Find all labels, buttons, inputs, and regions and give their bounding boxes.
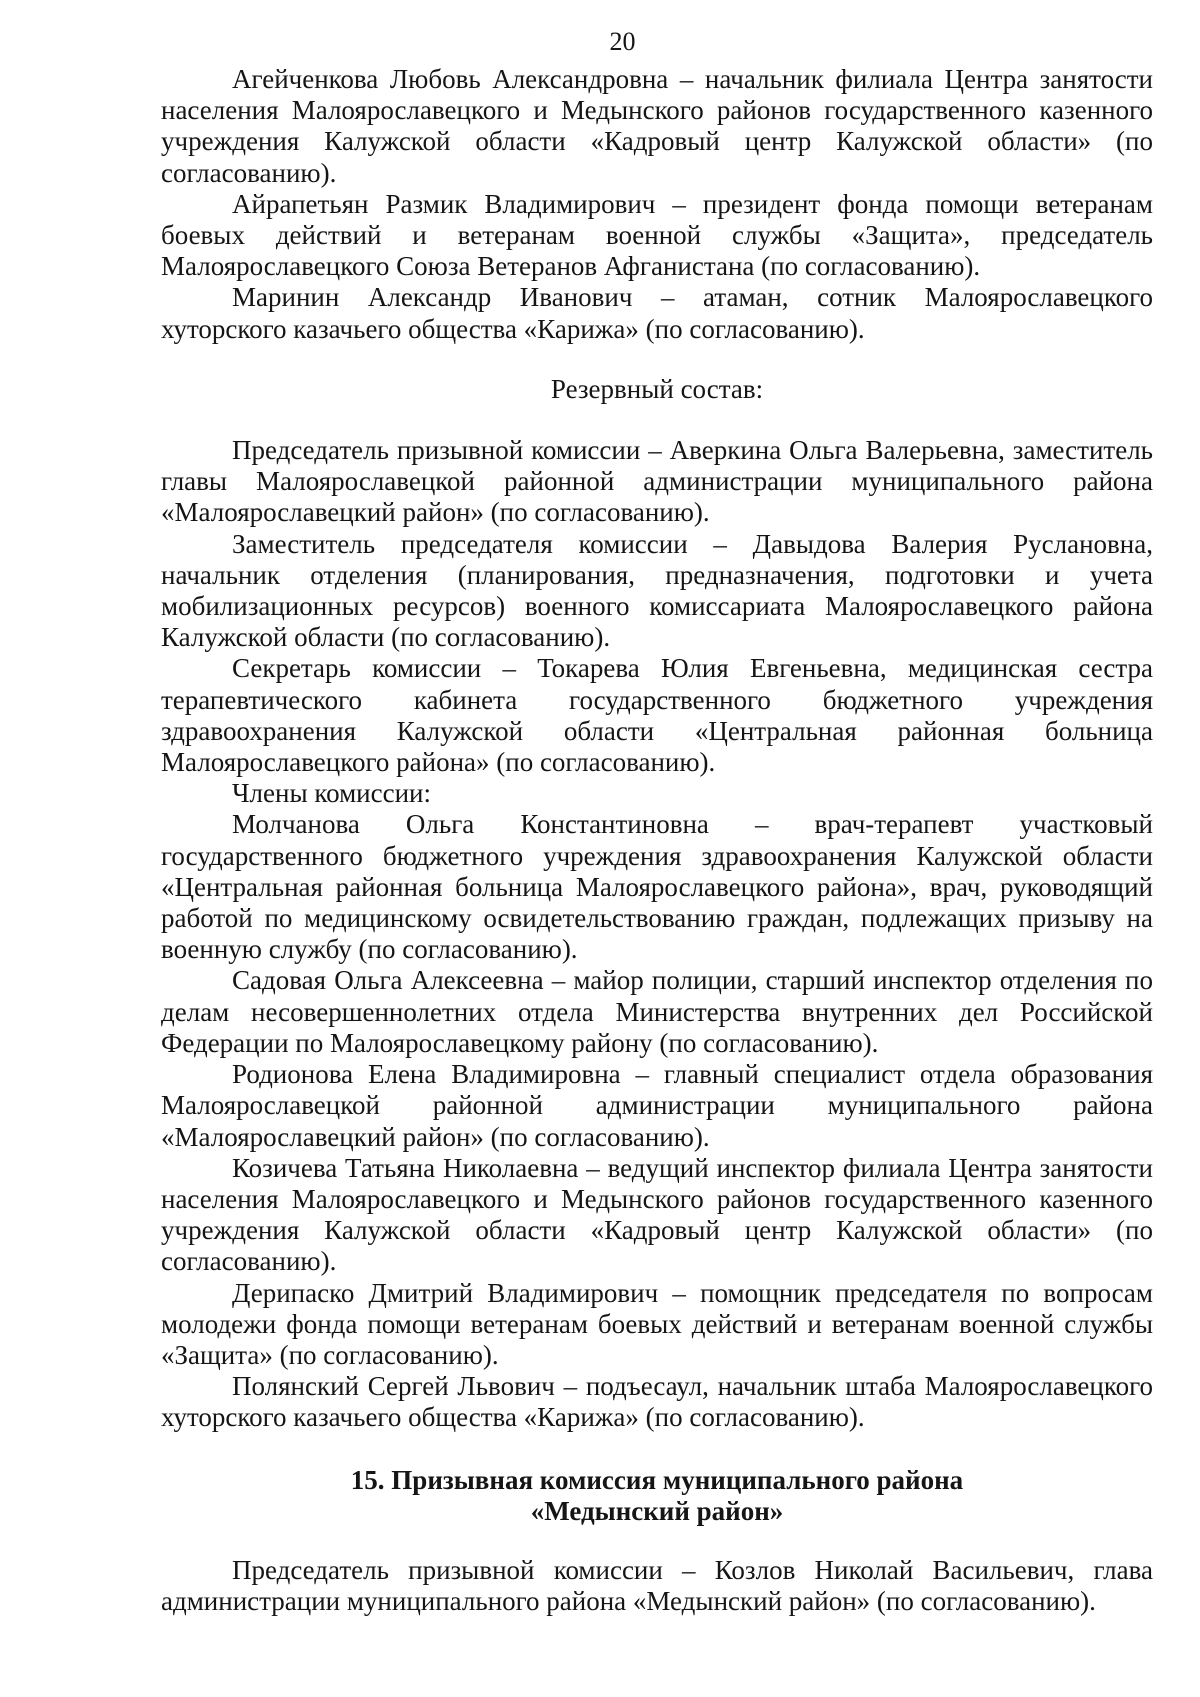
reserve-member-kozicheva: Козичева Татьяна Николаевна – ведущий инспектор филиала Центра занятости населения Малоярославецкого и Медынского районов государственного казенного учреждения Калужской области «Кадровый центр Калужской области» (по согласованию). <box>161 1152 1153 1277</box>
reserve-chairman-paragraph: Председатель призывной комиссии – Аверкина Ольга Валерьевна, заместитель главы Малоярославецкой районной администрации муниципального района «Малоярославецкий район» (по согласованию). <box>161 435 1153 528</box>
reserve-member-molchanova: Молчанова Ольга Константиновна – врач-терапевт участковый государственного бюджетного учреждения здравоохранения Калужской области «Центральная районная больница Малоярославецкого района», врач, руководящий работой по медицинскому освидетельствованию граждан, подлежащих призыву на военную службу (по согласованию). <box>161 809 1153 965</box>
section-15-heading-line1: 15. Призывная комиссия муниципального района <box>350 1464 964 1495</box>
member-paragraph-ageychenkova: Агейченкова Любовь Александровна – начальник филиала Центра занятости населения Малоярославецкого и Медынского районов государственного казенного учреждения Калужской области «Кадровый центр Калужской области» (по согласованию). <box>161 64 1153 188</box>
member-paragraph-ayrapetyan: Айрапетьян Размик Владимирович – президент фонда помощи ветеранам боевых действий и ветеранам военной службы «Защита», председатель Малоярославецкого Союза Ветеранов Афганистана (по согласованию). <box>161 188 1153 282</box>
document-body <box>161 64 1153 1617</box>
reserve-member-sadovaya: Садовая Ольга Алексеевна – майор полиции, старший инспектор отделения по делам несовершеннолетних отдела Министерства внутренних дел Российской Федерации по Малоярославецкому району (по согласованию). <box>161 965 1153 1058</box>
members-label: Члены комиссии: <box>232 778 431 809</box>
reserve-member-deripasko: Дерипаско Дмитрий Владимирович – помощник председателя по вопросам молодежи фонда помощи ветеранам боевых действий и ветеранам военной службы «Защита» (по согласованию). <box>161 1277 1153 1370</box>
section-15-heading <box>161 1465 1153 1527</box>
section-15-heading-line2: «Медынский район» <box>530 1495 784 1526</box>
section-15-chairman-paragraph: Председатель призывной комиссии – Козлов Николай Васильевич, глава администрации муниципального района «Медынский район» (по согласованию). <box>161 1554 1153 1617</box>
page-number: 20 <box>609 27 636 56</box>
member-paragraph-marinin: Маринин Александр Иванович – атаман, сотник Малоярославецкого хуторского казачьего общества «Карижа» (по согласованию). <box>161 282 1153 344</box>
reserve-member-polyanskiy: Полянский Сергей Львович – подъесаул, начальник штаба Малоярославецкого хуторского казачьего общества «Карижа» (по согласованию). <box>161 1371 1153 1433</box>
reserve-heading: Резервный состав: <box>550 373 764 404</box>
reserve-secretary-paragraph: Секретарь комиссии – Токарева Юлия Евгеньевна, медицинская сестра терапевтического кабинета государственного бюджетного учреждения здравоохранения Калужской области «Центральная районная больница Малоярославецкого района» (по согласованию). <box>161 653 1153 778</box>
reserve-deputy-paragraph: Заместитель председателя комиссии – Давыдова Валерия Руслановна, начальник отделения (планирования, предназначения, подготовки и учета мобилизационных ресурсов) военного комиссариата Малоярославецкого района Калужской области (по согласованию). <box>161 528 1153 653</box>
reserve-member-rodionova: Родионова Елена Владимировна – главный специалист отдела образования Малоярославецкой районной администрации муниципального района «Малоярославецкий район» (по согласованию). <box>161 1059 1153 1152</box>
